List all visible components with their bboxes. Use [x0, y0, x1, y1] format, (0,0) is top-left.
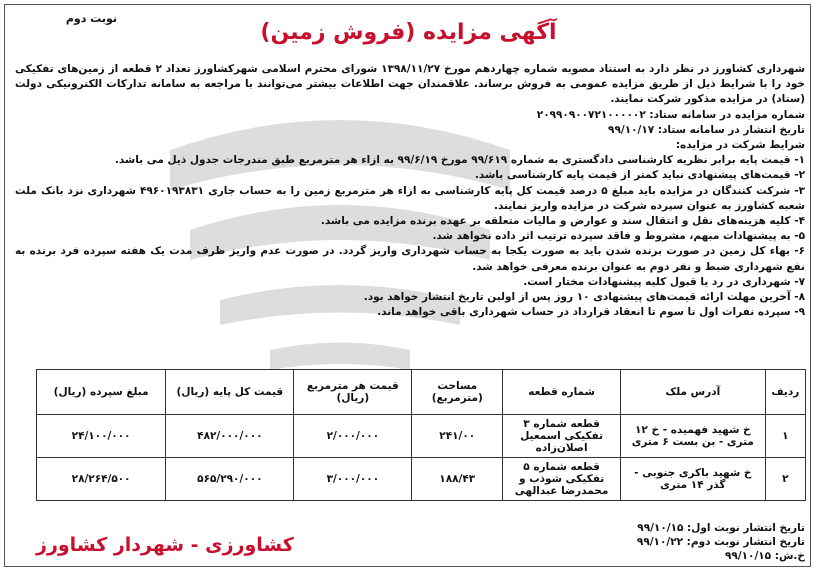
cell-unit-price: ۳/۰۰۰/۰۰۰ [294, 458, 412, 501]
cell-plot-number: قطعه شماره ۳ تفکیکی اسمعیل اصلان‌زاده [503, 415, 621, 458]
cell-deposit: ۲۴/۱۰۰/۰۰۰ [37, 415, 166, 458]
publication-dates [637, 521, 805, 563]
pub-date-first: تاریخ انتشار نوبت اول: ۹۹/۱۰/۱۵ [637, 522, 805, 534]
condition-item: ۵- به پیشنهادات مبهم، مشروط و فاقد سپرده ترتیب اثر داده نخواهد شد. [432, 230, 805, 243]
condition-item: ۸- آخرین مهلت ارائه قیمت‌های پیشنهادی ۱۰ روز پس از اولین تاریخ انتشار خواهد بود. [363, 291, 805, 304]
cell-total-base-price: ۴۸۲/۰۰۰/۰۰۰ [166, 415, 294, 458]
cell-plot-number: قطعه شماره ۵ تفکیکی شوذب و محمدرضا عبدالهی [503, 458, 621, 501]
conditions-heading: شرایط شرکت در مزایده: [675, 139, 805, 152]
condition-item: ۱- قیمت پایه برابر نظریه کارشناسی دادگستری به شماره ۹۹/۶۱۹ مورخ ۹۹/۶/۱۹ به ازاء هر مترمربع طبق مندرجات جدول ذیل می باشد. [114, 154, 805, 167]
cell-unit-price: ۲/۰۰۰/۰۰۰ [294, 415, 412, 458]
cell-area: ۱۸۸/۴۳ [412, 458, 503, 501]
cell-row-number: ۲ [765, 458, 805, 501]
cell-address: خ شهید فهمیده - خ ۱۲ متری - بن بست ۶ متری [620, 415, 765, 458]
cell-area: ۲۴۱/۰۰ [412, 415, 503, 458]
header-area: مساحت (مترمربع) [412, 370, 503, 415]
condition-item: ۲- قیمت‌های پیشنهادی نباید کمتر از قیمت پایه کارشناسی باشد. [474, 169, 805, 182]
cell-deposit: ۲۸/۲۶۴/۵۰۰ [37, 458, 166, 501]
header-row-number: ردیف [765, 370, 805, 415]
notice-body [15, 62, 805, 320]
table-row [37, 458, 806, 501]
pub-date-third: خ.ش: ۹۹/۱۰/۱۵ [724, 550, 805, 562]
tender-number: شماره مزایده در سامانه ستاد: ۲۰۹۹۰۹۰۰۷۲۱۰۰۰۰۰۲ [536, 108, 805, 121]
round-label: نوبت دوم [65, 12, 117, 25]
plots-table [36, 369, 806, 501]
table-row [37, 415, 806, 458]
header-deposit: مبلغ سپرده (ریال) [37, 370, 166, 415]
header-unit-price: قیمت هر مترمربع (ریال) [294, 370, 412, 415]
condition-item: ۷- شهرداری در رد یا قبول کلیه پیشنهادات مختار است. [523, 275, 805, 288]
mayor-signature: کشاورزی - شهردار کشاورز [36, 534, 294, 556]
pub-date-second: تاریخ انتشار نوبت دوم: ۹۹/۱۰/۲۲ [636, 536, 805, 548]
header-address: آدرس ملک [620, 370, 765, 415]
table-header-row [37, 370, 806, 415]
header-total-base-price: قیمت کل پایه (ریال) [166, 370, 294, 415]
header-plot-number: شماره قطعه [503, 370, 621, 415]
cell-row-number: ۱ [765, 415, 805, 458]
cell-total-base-price: ۵۶۵/۲۹۰/۰۰۰ [166, 458, 294, 501]
notice-title: آگهی مزایده (فروش زمین) [260, 20, 557, 45]
condition-item: ۳- شرکت کنندگان در مزایده باید مبلغ ۵ درصد قیمت کل پایه کارشناسی به ازاء هر مترمربع زمین را به حساب جاری ۴۹۶۰۱۹۳۸۳۱ شهرداری نزد بانک ملت شعبه کشاورز به عنوان سپرده شرکت در مزایده واریز نمایند. [15, 184, 805, 212]
intro-paragraph: شهرداری کشاورز در نظر دارد به استناد مصوبه شماره چهاردهم مورخ ۱۳۹۸/۱۱/۲۷ شورای محترم اسلامی شهرکشاورز تعداد ۲ قطعه از زمین‌های تفکیکی خود را با شرایط ذیل از طریق مزایده عمومی به فروش برساند. علاقمندان جهت اطلاعات بیشتر می‌توانند با مراجعه به سامانه تدارکات الکترونیکی دولت (ستاد) در مزایده مذکور شرکت نمایند. [15, 63, 805, 106]
condition-item: ۹- سپرده نفرات اول تا سوم تا انعقاد قرارداد در حساب شهرداری باقی خواهد ماند. [377, 306, 805, 319]
cell-address: خ شهید باکری جنوبی - گذر ۱۴ متری [620, 458, 765, 501]
condition-item: ۶- بهاء کل زمین در صورت برنده شدن باید به صورت یکجا به حساب شهرداری واریز گردد. در صورت عدم واریز ظرف مدت یک هفته سپرده فرد برنده به نفع شهرداری ضبط و نفر دوم به عنوان برنده معرفی خواهد شد. [15, 245, 805, 273]
condition-item: ۴- کلیه هزینه‌های نقل و انتقال سند و عوارض و مالیات متعلقه بر عهده برنده مزایده می باشد. [320, 215, 805, 228]
tender-date: تاریخ انتشار در سامانه ستاد: ۹۹/۱۰/۱۷ [608, 123, 805, 136]
